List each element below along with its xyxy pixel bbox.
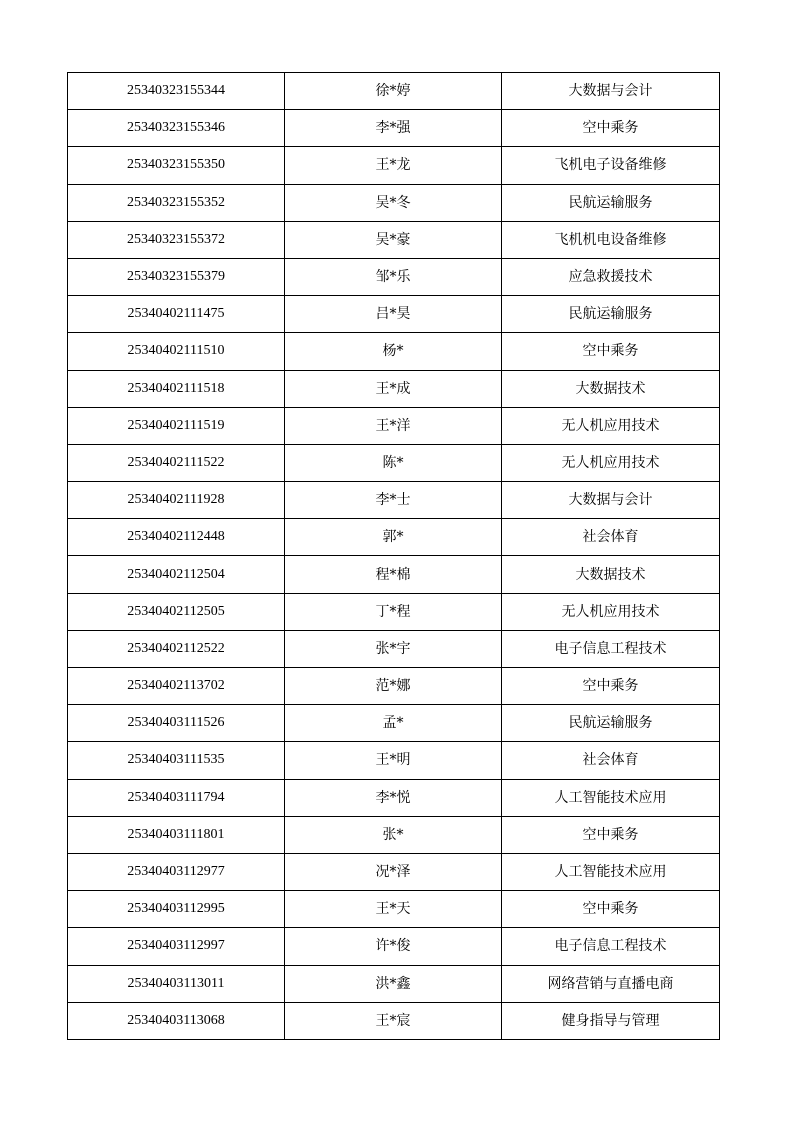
table-row (68, 110, 720, 147)
student-name-cell: 王*龙 (285, 147, 502, 184)
student-name-cell: 李*强 (285, 110, 502, 147)
table-row (68, 1002, 720, 1039)
student-id-cell: 25340403113011 (68, 965, 285, 1002)
student-name-cell: 况*泽 (285, 853, 502, 890)
student-id-cell: 25340402111928 (68, 482, 285, 519)
major-cell: 民航运输服务 (502, 184, 720, 221)
major-cell: 网络营销与直播电商 (502, 965, 720, 1002)
student-id-cell: 25340323155346 (68, 110, 285, 147)
student-id-cell: 25340402111510 (68, 333, 285, 370)
student-name-cell: 王*明 (285, 742, 502, 779)
major-cell: 民航运输服务 (502, 705, 720, 742)
student-name-cell: 程*棉 (285, 556, 502, 593)
major-cell: 人工智能技术应用 (502, 779, 720, 816)
student-name-cell: 王*洋 (285, 407, 502, 444)
student-id-cell: 25340403112997 (68, 928, 285, 965)
student-name-cell: 吕*昊 (285, 296, 502, 333)
student-name-cell: 邹*乐 (285, 258, 502, 295)
student-id-cell: 25340323155379 (68, 258, 285, 295)
major-cell: 民航运输服务 (502, 296, 720, 333)
table-row (68, 333, 720, 370)
student-id-cell: 25340403112995 (68, 891, 285, 928)
table-row (68, 891, 720, 928)
major-cell: 空中乘务 (502, 816, 720, 853)
major-cell: 空中乘务 (502, 333, 720, 370)
table-row (68, 482, 720, 519)
table-row (68, 853, 720, 890)
table-row (68, 630, 720, 667)
table-row (68, 73, 720, 110)
student-id-cell: 25340402113702 (68, 668, 285, 705)
table-row (68, 742, 720, 779)
student-id-cell: 25340323155352 (68, 184, 285, 221)
student-name-cell: 王*成 (285, 370, 502, 407)
student-id-cell: 25340402112448 (68, 519, 285, 556)
table-row (68, 407, 720, 444)
student-name-cell: 张*宇 (285, 630, 502, 667)
roster-table-body (68, 73, 720, 1040)
table-row (68, 258, 720, 295)
student-roster-table (67, 72, 720, 1040)
student-id-cell: 25340402112522 (68, 630, 285, 667)
student-id-cell: 25340403113068 (68, 1002, 285, 1039)
student-name-cell: 李*士 (285, 482, 502, 519)
student-id-cell: 25340403111526 (68, 705, 285, 742)
student-name-cell: 陈* (285, 444, 502, 481)
table-row (68, 221, 720, 258)
student-id-cell: 25340403111794 (68, 779, 285, 816)
table-row (68, 593, 720, 630)
student-name-cell: 李*悦 (285, 779, 502, 816)
student-name-cell: 王*宸 (285, 1002, 502, 1039)
major-cell: 飞机电子设备维修 (502, 147, 720, 184)
major-cell: 大数据与会计 (502, 482, 720, 519)
table-row (68, 705, 720, 742)
major-cell: 无人机应用技术 (502, 407, 720, 444)
student-name-cell: 洪*鑫 (285, 965, 502, 1002)
major-cell: 大数据技术 (502, 556, 720, 593)
student-id-cell: 25340402111519 (68, 407, 285, 444)
major-cell: 无人机应用技术 (502, 593, 720, 630)
table-row (68, 147, 720, 184)
student-id-cell: 25340402111518 (68, 370, 285, 407)
major-cell: 电子信息工程技术 (502, 928, 720, 965)
major-cell: 社会体育 (502, 519, 720, 556)
major-cell: 大数据与会计 (502, 73, 720, 110)
major-cell: 社会体育 (502, 742, 720, 779)
student-id-cell: 25340323155344 (68, 73, 285, 110)
student-name-cell: 许*俊 (285, 928, 502, 965)
student-id-cell: 25340402112505 (68, 593, 285, 630)
student-id-cell: 25340323155372 (68, 221, 285, 258)
table-row (68, 965, 720, 1002)
table-row (68, 370, 720, 407)
student-id-cell: 25340402111522 (68, 444, 285, 481)
table-row (68, 519, 720, 556)
student-id-cell: 25340403111535 (68, 742, 285, 779)
student-id-cell: 25340402112504 (68, 556, 285, 593)
major-cell: 应急救援技术 (502, 258, 720, 295)
student-name-cell: 徐*婷 (285, 73, 502, 110)
student-name-cell: 吴*豪 (285, 221, 502, 258)
major-cell: 大数据技术 (502, 370, 720, 407)
student-id-cell: 25340403111801 (68, 816, 285, 853)
table-row (68, 444, 720, 481)
student-id-cell: 25340323155350 (68, 147, 285, 184)
student-name-cell: 杨* (285, 333, 502, 370)
table-row (68, 296, 720, 333)
student-name-cell: 范*娜 (285, 668, 502, 705)
student-id-cell: 25340403112977 (68, 853, 285, 890)
table-row (68, 779, 720, 816)
student-name-cell: 郭* (285, 519, 502, 556)
table-row (68, 668, 720, 705)
major-cell: 空中乘务 (502, 110, 720, 147)
major-cell: 空中乘务 (502, 668, 720, 705)
major-cell: 健身指导与管理 (502, 1002, 720, 1039)
student-id-cell: 25340402111475 (68, 296, 285, 333)
student-name-cell: 张* (285, 816, 502, 853)
student-name-cell: 孟* (285, 705, 502, 742)
student-name-cell: 吴*冬 (285, 184, 502, 221)
table-row (68, 556, 720, 593)
table-row (68, 184, 720, 221)
student-name-cell: 丁*程 (285, 593, 502, 630)
major-cell: 无人机应用技术 (502, 444, 720, 481)
major-cell: 飞机机电设备维修 (502, 221, 720, 258)
student-name-cell: 王*天 (285, 891, 502, 928)
table-row (68, 928, 720, 965)
major-cell: 电子信息工程技术 (502, 630, 720, 667)
table-row (68, 816, 720, 853)
major-cell: 人工智能技术应用 (502, 853, 720, 890)
major-cell: 空中乘务 (502, 891, 720, 928)
